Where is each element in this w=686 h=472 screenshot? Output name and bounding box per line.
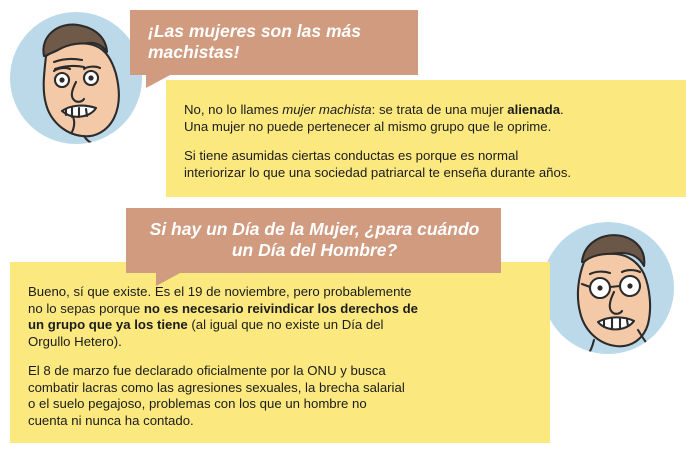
avatar bbox=[542, 222, 674, 354]
answer-paragraph: No, no lo llames mujer machista: se trata de una mujer alienada. Una mujer no puede pertenecer al mismo grupo que le oprime. bbox=[184, 102, 564, 134]
avatar bbox=[10, 12, 142, 144]
answer-paragraph: Bueno, sí que existe. Es el 19 de noviembre, pero probablemente no lo sepas porque no es necesario reivindicar los derechos de un grupo que ya los tiene (al igual que no existe un Día del Orgullo Hetero). bbox=[28, 284, 418, 349]
face-illustration-man-2-icon bbox=[542, 222, 674, 354]
face-illustration-man-1-icon bbox=[10, 12, 142, 144]
answer-box-2 bbox=[10, 262, 550, 443]
answer-box-1 bbox=[166, 80, 686, 197]
question-bubble-2 bbox=[126, 208, 501, 273]
question-text: Si hay un Día de la Mujer, ¿para cuándo un Día del Hombre? bbox=[149, 219, 480, 260]
question-text: ¡Las mujeres son las más machistas! bbox=[148, 21, 362, 62]
answer-paragraph: El 8 de marzo fue declarado oficialmente por la ONU y busca combatir lacras como las agresiones sexuales, la brecha salarial o el suelo pegajoso, problemas con los que un hombre no cuenta ni nunca ha contado. bbox=[28, 363, 405, 428]
question-bubble-1 bbox=[130, 10, 418, 75]
answer-paragraph: Si tiene asumidas ciertas conductas es porque es normal interiorizar lo que una sociedad patriarcal te enseña durante años. bbox=[184, 148, 572, 180]
